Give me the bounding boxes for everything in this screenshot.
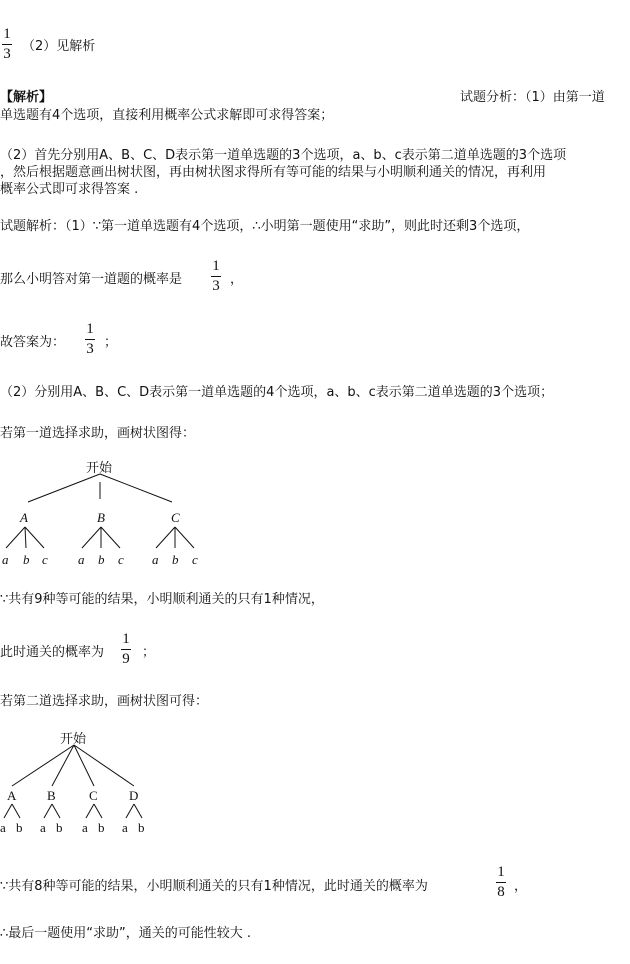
fraction-bar	[121, 649, 131, 650]
answer-label: 故答案为：	[0, 335, 66, 350]
analysis-line: （2）首先分别用A、B、C、D表示第一道单选题的3个选项，a、b、c表示第二道单选题的3个选项	[0, 148, 567, 163]
tree1-leaf: b	[23, 552, 30, 567]
tree1-branch-c: C	[171, 510, 180, 525]
tree2-branch-b: B	[47, 788, 56, 803]
tree2-leaf: b	[56, 820, 63, 835]
tree1-leaf: c	[42, 552, 48, 567]
case2-prob-suffix: ，	[514, 879, 528, 894]
fraction-numerator: 1	[122, 631, 130, 647]
fraction-denominator: 8	[497, 884, 505, 900]
case1-result: ∵共有9种等可能的结果，小明顺利通关的只有1种情况，	[0, 592, 324, 607]
fraction-numerator: 1	[212, 258, 220, 274]
tree2-branch-a: A	[7, 788, 17, 803]
analysis-line: 单选题有4个选项，直接利用概率公式求解即可求得答案；	[0, 108, 334, 123]
fraction-numerator: 1	[3, 26, 11, 42]
fraction-numerator: 1	[497, 864, 505, 880]
tree2-leaf: a	[82, 820, 88, 835]
tree1-branch-b: B	[97, 510, 105, 525]
tree2-leaf: b	[16, 820, 23, 835]
part2-line: （2）分别用A、B、C、D表示第一道单选题的4个选项，a、b、c表示第二道单选题的3个选项；	[0, 385, 554, 400]
tree1-leaf: b	[98, 552, 105, 567]
case2-fraction	[496, 864, 506, 901]
tree1-leaf: a	[152, 552, 159, 567]
case1-prob-text: 此时通关的概率为	[0, 645, 105, 660]
conclusion: ∴最后一题使用“求助”，通关的可能性较大 .	[0, 926, 252, 941]
fraction-denominator: 3	[212, 278, 220, 294]
fraction-numerator: 1	[86, 321, 94, 337]
tree1-leaf: a	[78, 552, 85, 567]
fraction-denominator: 3	[86, 341, 94, 357]
analysis-line: ，然后根据题意画出树状图，再由树状图求得所有等可能的结果与小明顺利通关的情况，再利用	[0, 165, 547, 180]
tree1-branch-a: A	[20, 510, 28, 525]
tree2-branch-c: C	[89, 788, 98, 803]
tree2-leaf: a	[122, 820, 128, 835]
analysis-title: 【解析】	[0, 90, 53, 105]
probability-text: 那么小明答对第一道题的概率是	[0, 272, 183, 287]
part2-answer: （2）见解析	[22, 39, 96, 54]
solution-line: 试题解析：（1）∵第一道单选题有4个选项，∴小明第一题使用“求助”，则此时还剩3个选项，	[0, 219, 530, 234]
tree1-leaf: c	[192, 552, 198, 567]
tree2-branch-d: D	[129, 788, 139, 803]
fraction-bar	[496, 882, 506, 883]
tree2-root: 开始	[60, 732, 87, 747]
tree1-leaf: c	[118, 552, 124, 567]
tree1-leaf: b	[172, 552, 179, 567]
case2-text: 若第二道选择求助，画树状图可得：	[0, 694, 209, 709]
fraction-denominator: 3	[3, 46, 11, 62]
case2-result: ∵共有8种等可能的结果，小明顺利通关的只有1种情况，此时通关的概率为	[0, 879, 428, 894]
case1-text: 若第一道选择求助，画树状图得：	[0, 426, 196, 441]
fraction-denominator: 9	[122, 651, 130, 667]
answer-suffix: ；	[104, 335, 118, 350]
analysis-intro: 试题分析：（1）由第一道	[460, 90, 605, 105]
probability-suffix: ，	[230, 272, 244, 287]
tree2-leaf: b	[138, 820, 145, 835]
tree1-root: 开始	[86, 461, 113, 476]
tree2-leaf: a	[40, 820, 46, 835]
analysis-line: 概率公式即可求得答案 .	[0, 182, 139, 197]
tree1-leaf: a	[2, 552, 9, 567]
tree2-leaf: a	[0, 820, 6, 835]
case1-prob-suffix: ；	[142, 645, 156, 660]
tree2-leaf: b	[98, 820, 105, 835]
case1-fraction	[121, 631, 131, 668]
